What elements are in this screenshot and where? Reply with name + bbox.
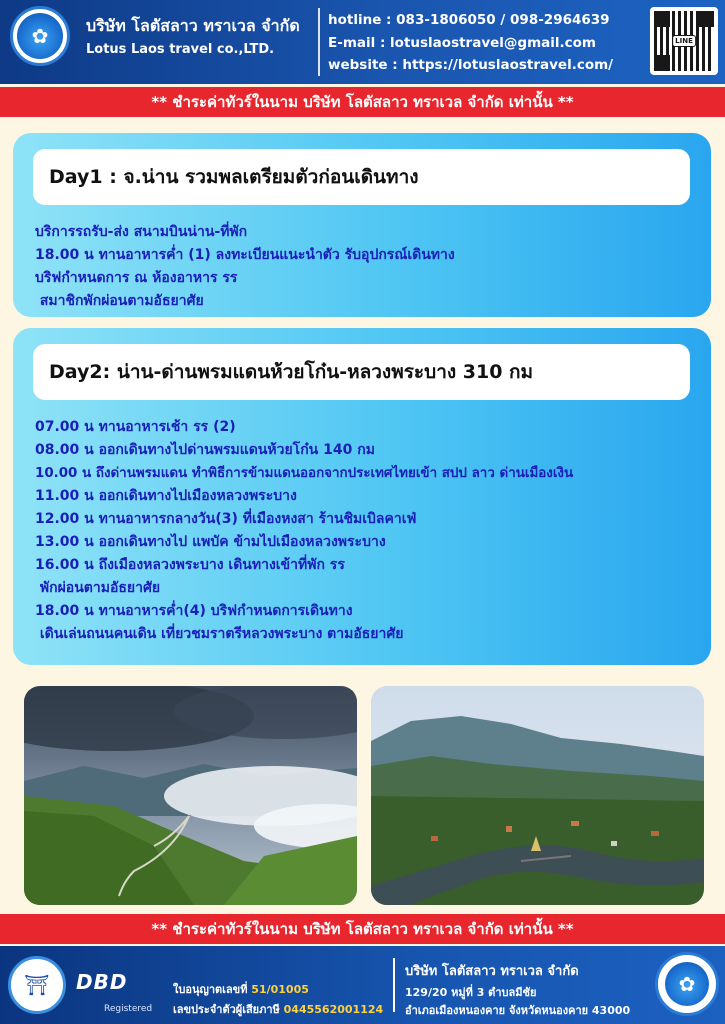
day2-line: เดินเล่นถนนคนเดิน เที่ยวชมราตรีหลวงพระบาง ตามอัธยาศัย [35,626,404,642]
day2-line: พักผ่อนตามอัธยาศัย [35,580,161,596]
lotus-logo-icon: ✿ [655,952,719,1016]
tourism-logo-icon: ⛩ [8,956,66,1014]
payment-banner-bottom: ** ชำระค่าทัวร์ในนาม บริษัท โลตัสลาว ทราเวล จำกัด เท่านั้น ** [0,914,725,944]
company-name-thai: บริษัท โลตัสลาว ทราเวล จำกัด [86,16,300,35]
page-footer [0,946,725,1024]
dbd-registered-text: Registered [104,1004,153,1014]
dbd-logo-icon: DBD [76,970,128,994]
payment-banner-top: ** ชำระค่าทัวร์ในนาม บริษัท โลตัสลาว ทราเวล จำกัด เท่านั้น ** [0,87,725,117]
tax-label: เลขประจำตัวผู้เสียภาษี [173,1003,280,1016]
day1-title: Day1 : จ.น่าน รวมพลเตรียมตัวก่อนเดินทาง [33,149,690,205]
header-divider [318,8,320,76]
lotus-logo-icon: ✿ [10,6,70,66]
day1-card [13,133,711,317]
day2-card [13,328,711,665]
day1-line: บริการรถรับ-ส่ง สนามบินน่าน-ที่พัก [35,224,248,240]
license-label: ใบอนุญาตเลขที่ [173,983,248,996]
email-text: E-mail : lotuslaostravel@gmail.com [328,35,596,51]
page-header [0,0,725,84]
footer-address-line2: อำเภอเมืองหนองคาย จังหวัดหนองคาย 43000 [405,1004,631,1017]
day2-line: 18.00 น ทานอาหารค่ำ(4) บริฟกำหนดการเดินทาง [35,603,353,619]
day1-line: สมาชิกพักผ่อนตามอัธยาศัย [35,293,204,309]
mountain-road-photo [24,686,357,905]
hotline-text: hotline : 083-1806050 / 098-2964639 [328,12,610,28]
day2-line: 16.00 น ถึงเมืองหลวงพระบาง เดินทางเข้าที่พัก รร [35,557,345,573]
luang-prabang-river-photo [371,686,704,905]
tax-line [173,1000,383,1018]
footer-company-name: บริษัท โลตัสลาว ทราเวล จำกัด [405,964,579,979]
day1-line: บริฟกำหนดการ ณ ห้องอาหาร รร [35,270,238,286]
qr-code-icon [650,7,718,75]
footer-address-line1: 129/20 หมู่ที่ 3 ตำบลมีชัย [405,986,537,999]
day2-line: 07.00 น ทานอาหารเช้า รร (2) [35,419,236,435]
day2-line: 11.00 น ออกเดินทางไปเมืองหลวงพระบาง [35,488,297,504]
day1-line: 18.00 น ทานอาหารค่ำ (1) ลงทะเบียนแนะนำตัว รับอุปกรณ์เดินทาง [35,247,455,263]
tax-number: 0445562001124 [283,1003,384,1016]
day2-line: 08.00 น ออกเดินทางไปด่านพรมแดนห้วยโก๋น 140 กม [35,442,375,458]
day2-line: 12.00 น ทานอาหารกลางวัน(3) ที่เมืองหงสา ร้านชิมเบิลคาเฟ่ [35,511,417,527]
website-text: website : https://lotuslaostravel.com/ [328,57,614,73]
license-number: 51/01005 [251,983,309,996]
day2-line: 13.00 น ออกเดินทางไป แพบัค ข้ามไปเมืองหลวงพระบาง [35,534,386,550]
license-line [173,980,309,998]
footer-divider [393,958,395,1012]
day2-line: 10.00 น ถึงด่านพรมแดน ทำพิธีการข้ามแดนออกจากประเทศไทยเข้า สปป ลาว ด่านเมืองเงิน [35,466,574,481]
qr-line-label: LINE [672,35,696,47]
company-name-english: Lotus Laos travel co.,LTD. [86,42,275,57]
day2-title: Day2: น่าน-ด่านพรมแดนห้วยโก๋น-หลวงพระบาง 310 กม [33,344,690,400]
